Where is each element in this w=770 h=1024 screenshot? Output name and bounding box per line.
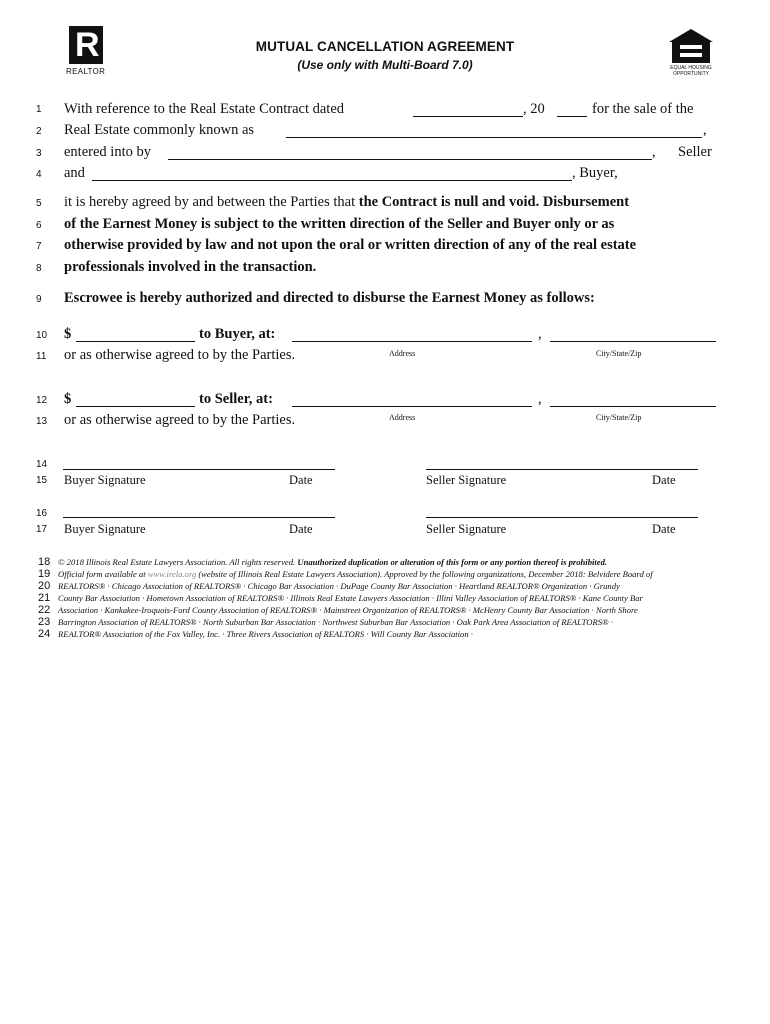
irela-link[interactable]: www.irela.org [147,569,197,579]
to-buyer-label: to Buyer, at: [199,326,276,342]
line-number: 4 [36,169,42,180]
buyer-label: , Buyer, [572,165,618,181]
buyer-city-state-zip-field[interactable] [550,341,716,342]
or-as-agreed-text: or as otherwise agreed to by the Parties. [64,347,296,363]
year-prefix: , 20 [523,101,545,117]
line-number: 15 [36,475,48,486]
footer-line: County Bar Association · Hometown Association of REALTORS® · Illinois Real Estate Lawyers Association · Illini Valley Association of REALTORS® · Kane County Bar [58,593,643,603]
seller-city-state-zip-field[interactable] [550,406,716,407]
line-number: 18 [38,556,51,568]
realtor-logo-letter: R [75,26,100,64]
seller-date-label: Date [652,473,676,487]
dollar-sign: $ [64,391,72,407]
address-caption: Address [389,413,416,422]
line-number: 9 [36,294,42,305]
city-state-zip-caption: City/State/Zip [596,349,642,358]
line-number: 22 [38,604,51,616]
footer-line: REALTORS® · Chicago Association of REALTORS® · Chicago Bar Association · DuPage County Bar Association · Heartland REALTOR® Organization · Grundy [58,581,620,591]
agreement-text: otherwise provided by law and not upon the oral or written direction of any of the real estate [64,237,637,253]
agreement-text: of the Earnest Money is subject to the written direction of the Seller and Buyer only or as [64,216,615,232]
seller-signature-line[interactable] [426,469,698,470]
approval-text: (website of Illinois Real Estate Lawyers Association). Approved by the following organizations, December 2018: Belvidere Board of [198,569,653,579]
buyer-date-label: Date [289,473,313,487]
duplication-warning: Unauthorized duplication or alteration of this form or any portion thereof is prohibited. [297,557,608,567]
city-state-zip-caption: City/State/Zip [596,413,642,422]
seller-signature-line[interactable] [426,517,698,518]
line-number: 13 [36,416,48,427]
line-number: 3 [36,148,42,159]
seller-amount-field[interactable] [76,406,195,407]
line-number: 10 [36,330,48,341]
line-number: 1 [36,104,42,115]
line-number: 2 [36,126,42,137]
comma: , [538,326,542,342]
seller-signature-label: Seller Signature [426,473,507,487]
agreement-text [64,194,629,211]
dollar-sign: $ [64,326,72,342]
footer-line: Association · Kankakee-Iroquois-Ford County Association of REALTORS® · Mainstreet Organization of REALTORS® · McHenry County Bar Association · North Shore [58,605,638,615]
seller-signature-label: Seller Signature [426,522,507,536]
copyright-text: © 2018 Illinois Real Estate Lawyers Association. All rights reserved. [58,557,296,567]
page-subtitle: (Use only with Multi-Board 7.0) [297,58,473,72]
line-number: 14 [36,459,48,470]
copyright-notice [58,557,728,567]
line-number: 19 [38,568,51,580]
contract-year-field[interactable] [557,116,587,117]
equal-housing-text: EQUAL HOUSING OPPORTUNITY [670,65,712,77]
buyer-signature-label: Buyer Signature [64,522,146,536]
seller-address-field[interactable] [292,406,532,407]
comma: , [652,144,656,160]
contract-date-field[interactable] [413,116,523,117]
comma: , [538,391,542,407]
line-number: 24 [38,628,51,640]
property-label: Real Estate commonly known as [64,122,255,138]
line-number: 12 [36,395,48,406]
line-number: 23 [38,616,51,628]
buyer-address-field[interactable] [292,341,532,342]
buyer-date-label: Date [289,522,313,536]
line-number: 17 [36,524,48,535]
property-address-field[interactable] [286,137,702,138]
agreement-text-plain: it is hereby agreed by and between the Parties that [64,194,356,210]
and-label: and [64,165,85,181]
seller-date-label: Date [652,522,676,536]
escrowee-instruction: Escrowee is hereby authorized and directed to disburse the Earnest Money as follows: [64,290,595,306]
realtor-logo-text: REALTOR [66,67,106,76]
availability-text: Official form available at [58,569,146,579]
comma: , [703,122,707,138]
footer-line [58,569,728,579]
to-seller-label: to Seller, at: [199,391,273,407]
buyer-name-field[interactable] [92,180,572,181]
line-number: 16 [36,508,48,519]
line-number: 20 [38,580,51,592]
page-title: MUTUAL CANCELLATION AGREEMENT [255,39,515,54]
agreement-text-bold: the Contract is null and void. Disbursement [358,194,630,210]
entered-into-label: entered into by [64,144,151,160]
line-number: 6 [36,220,42,231]
address-caption: Address [389,349,416,358]
seller-label: Seller [678,144,712,160]
buyer-signature-line[interactable] [63,517,335,518]
line-number: 7 [36,241,42,252]
or-as-agreed-text: or as otherwise agreed to by the Parties. [64,412,296,428]
buyer-amount-field[interactable] [76,341,195,342]
buyer-signature-line[interactable] [63,469,335,470]
line-number: 5 [36,198,42,209]
agreement-text: professionals involved in the transaction. [64,259,317,275]
footer-line: REALTOR® Association of the Fox Valley, Inc. · Three Rivers Association of REALTORS · Will County Bar Association · [58,629,473,639]
line-number: 11 [36,351,47,362]
buyer-signature-label: Buyer Signature [64,473,146,487]
seller-name-field[interactable] [168,159,652,160]
footer-line: Barrington Association of REALTORS® · North Suburban Bar Association · Northwest Suburban Bar Association · Oak Park Area Association of REALTORS® · [58,617,613,627]
contract-date-label: With reference to the Real Estate Contract dated [64,101,345,117]
line-number: 8 [36,263,42,274]
sale-of-label: for the sale of the [592,101,694,117]
line-number: 21 [38,592,51,604]
